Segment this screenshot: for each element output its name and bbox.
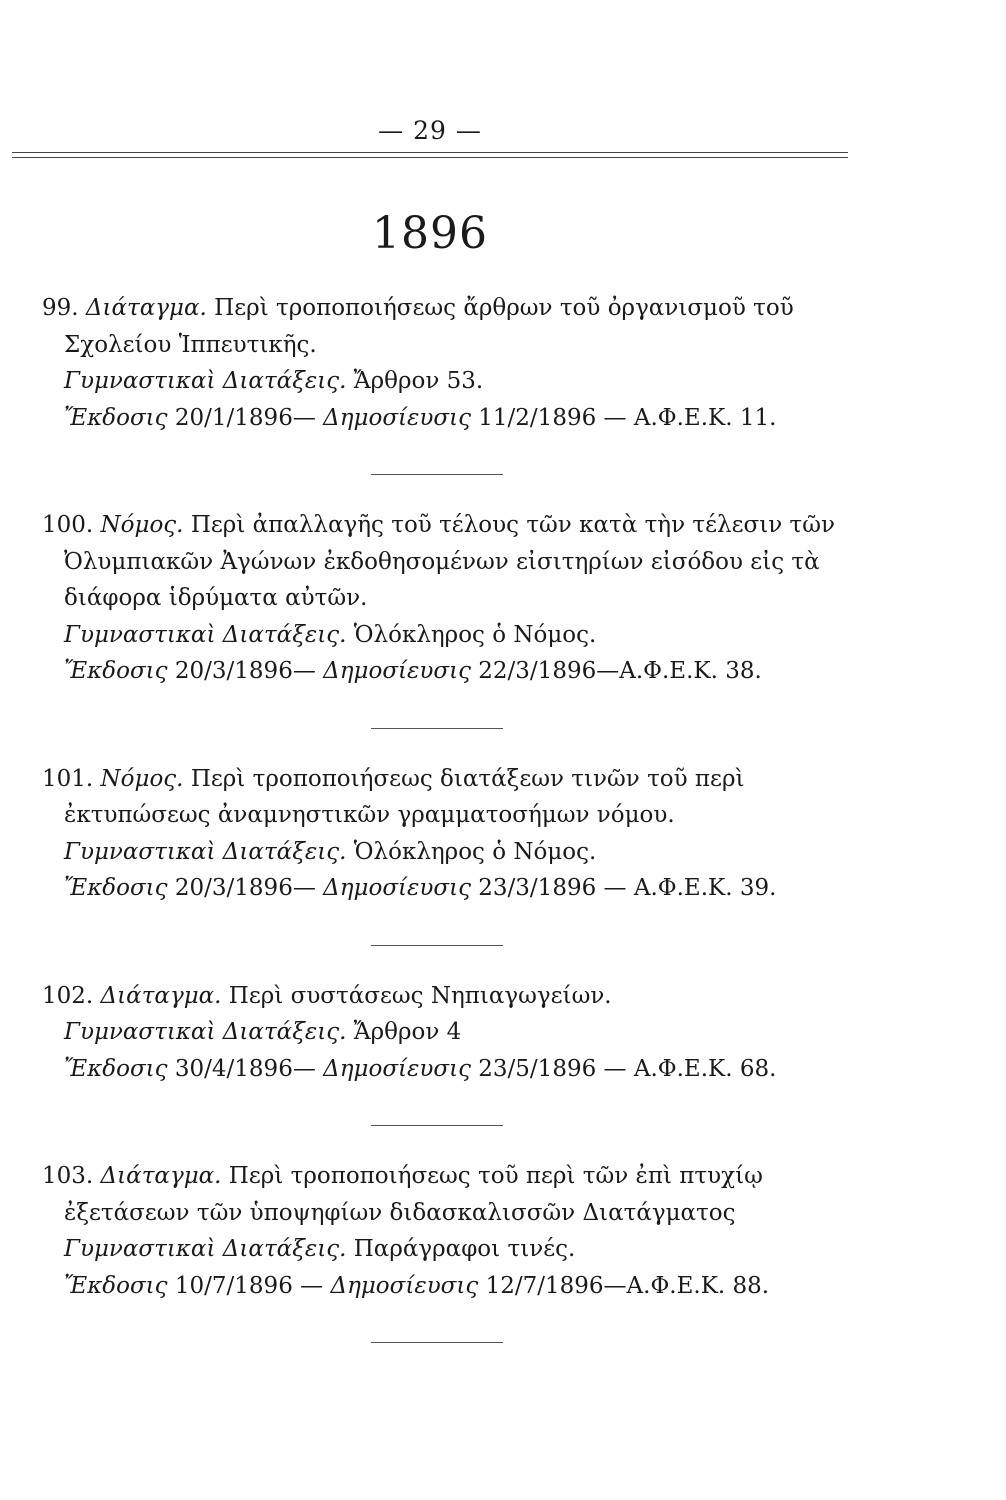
entry-separator <box>371 945 503 946</box>
entry-subject: Περὶ τροποποιήσεως τοῦ περὶ τῶν ἐπὶ πτυχίῳ ἐξετάσεων τῶν ὑποψηφίων διδασκαλισσῶν Διατάγματος <box>64 1163 763 1226</box>
publication-value: 22/3/1896—Α.Φ.Ε.Κ. 38. <box>478 658 762 684</box>
entry-subject-line <box>42 290 852 363</box>
entry-type: Διάταγμα. <box>100 982 222 1009</box>
entry-issue <box>42 1268 852 1305</box>
issue-date: 10/7/1896 — <box>174 1272 324 1299</box>
entry-99 <box>42 290 852 436</box>
entry-subject: Περὶ συστάσεως Νηπιαγωγείων. <box>228 982 612 1009</box>
publication-label: Δημοσίευσις <box>323 1055 471 1082</box>
entry-type: Νόμος. <box>100 512 184 538</box>
entry-separator <box>371 1342 503 1343</box>
entry-subject-line <box>42 507 852 617</box>
entry-subject-line <box>42 978 852 1015</box>
issue-date: 20/3/1896— <box>174 658 316 684</box>
publication-label: Δημοσίευσις <box>323 658 471 684</box>
issue-label: Ἔκδοσις <box>64 1055 168 1082</box>
entry-subject-line <box>42 761 852 834</box>
provisions-label: Γυμναστικαὶ Διατάξεις. <box>64 838 347 865</box>
issue-label: Ἔκδοσις <box>64 658 168 684</box>
entry-number: 103. <box>42 1163 94 1189</box>
publication-label: Δημοσίευσις <box>323 875 471 901</box>
entry-103 <box>42 1158 852 1304</box>
publication-value: 23/5/1896 — Α.Φ.Ε.Κ. 68. <box>478 1055 777 1082</box>
entry-issue <box>42 653 852 690</box>
publication-value: 12/7/1896—Α.Φ.Ε.Κ. 88. <box>485 1272 770 1299</box>
entry-subject: Περὶ τροποποιήσεως ἄρθρων τοῦ ὀργανισμοῦ τοῦ Σχολείου Ἱππευτικῆς. <box>64 295 794 358</box>
provisions-value: Ὁλόκληρος ὁ Νόμος. <box>353 838 597 865</box>
year-heading: 1896 <box>372 208 488 259</box>
issue-label: Ἔκδοσις <box>64 875 168 901</box>
publication-label: Δημοσίευσις <box>323 404 471 431</box>
entries-list <box>42 290 852 1375</box>
entry-101 <box>42 761 852 907</box>
entry-number: 100. <box>42 512 94 538</box>
issue-label: Ἔκδοσις <box>64 1272 168 1299</box>
entry-separator <box>371 728 503 729</box>
publication-value: 11/2/1896 — Α.Φ.Ε.Κ. 11. <box>478 404 777 431</box>
publication-value: 23/3/1896 — Α.Φ.Ε.Κ. 39. <box>478 875 777 901</box>
provisions-value: Ἄρθρον 4 <box>353 1019 462 1045</box>
entry-subject-line <box>42 1158 852 1231</box>
entry-type: Διάταγμα. <box>100 1163 222 1189</box>
entry-issue <box>42 400 852 437</box>
publication-label: Δημοσίευσις <box>330 1272 479 1299</box>
entry-type: Νόμος. <box>100 765 184 792</box>
entry-number: 99. <box>42 295 79 321</box>
entry-subject: Περὶ τροποποιήσεως διατάξεων τινῶν τοῦ περὶ ἐκτυπώσεως ἀναμνηστικῶν γραμματοσήμων νόμου. <box>64 765 745 828</box>
provisions-label: Γυμναστικαὶ Διατάξεις. <box>64 1236 347 1262</box>
entry-type: Διάταγμα. <box>85 295 207 321</box>
entry-separator <box>371 474 503 475</box>
entry-subject: Περὶ ἀπαλλαγῆς τοῦ τέλους τῶν κατὰ τὴν τέλεσιν τῶν Ὀλυμπιακῶν Ἀγώνων ἐκδοθησομένων εἰσιτηρίων εἰσόδου εἰς τὰ διάφορα ἱδρύματα αὐτῶν. <box>64 512 835 611</box>
provisions-value: Ἄρθρον 53. <box>353 368 484 394</box>
issue-label: Ἔκδοσις <box>64 404 168 431</box>
entry-issue <box>42 870 852 907</box>
entry-102 <box>42 978 852 1088</box>
entry-provisions <box>42 617 852 654</box>
entry-number: 102. <box>42 982 94 1009</box>
provisions-value: Ὁλόκληρος ὁ Νόμος. <box>353 621 597 648</box>
entry-100 <box>42 507 852 690</box>
entry-provisions <box>42 1231 852 1268</box>
provisions-value: Παράγραφοι τινές. <box>353 1236 576 1262</box>
entry-provisions <box>42 363 852 400</box>
header-rule <box>12 152 848 158</box>
entry-provisions <box>42 834 852 871</box>
issue-date: 20/3/1896— <box>174 875 316 901</box>
issue-date: 30/4/1896— <box>174 1055 316 1082</box>
entry-separator <box>371 1125 503 1126</box>
provisions-label: Γυμναστικαὶ Διατάξεις. <box>64 621 347 648</box>
entry-issue <box>42 1051 852 1088</box>
page-number: — 29 — <box>378 116 482 145</box>
provisions-label: Γυμναστικαὶ Διατάξεις. <box>64 1019 347 1045</box>
entry-provisions <box>42 1014 852 1051</box>
provisions-label: Γυμναστικαὶ Διατάξεις. <box>64 368 347 394</box>
entry-number: 101. <box>42 765 94 792</box>
issue-date: 20/1/1896— <box>174 404 316 431</box>
